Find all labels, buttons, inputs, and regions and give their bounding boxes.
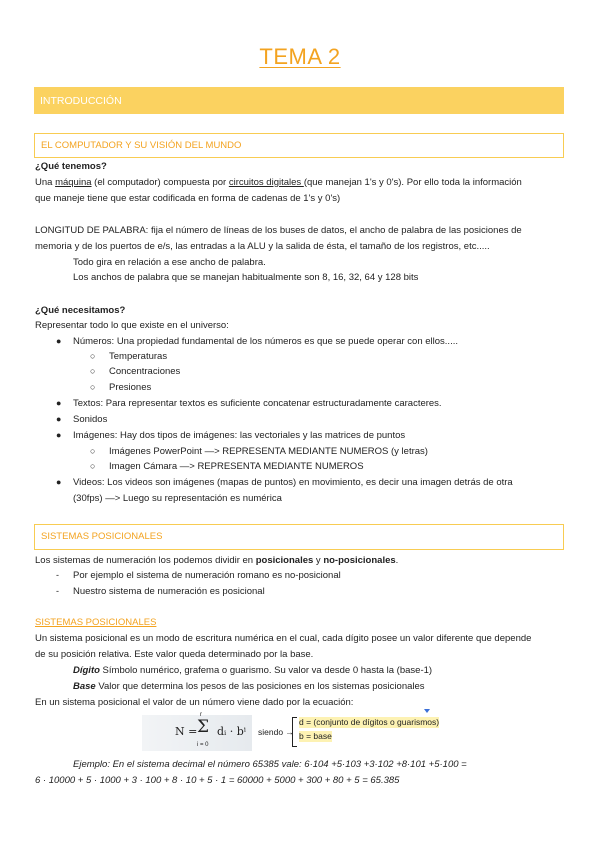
que-tenemos-line1: Una máquina (el computador) compuesta por circuitos digitales (que manejan 1's y 0's). Por ello toda la información	[35, 177, 522, 188]
list-item-romano: Por ejemplo el sistema de numeración romano es no-posicional	[73, 570, 341, 581]
list-item-videos-line1: Videos: Los videos son imágenes (mapas de puntos) en movimiento, es decir una imagen detrás de otra	[73, 477, 513, 488]
que-tenemos-heading: ¿Qué tenemos?	[35, 161, 107, 172]
bullet-icon: ●	[56, 430, 62, 440]
list-item-videos-line2: (30fps) —> Luego su representación es numérica	[73, 493, 282, 504]
page-title: TEMA 2	[259, 44, 341, 69]
ejemplo-line1: Ejemplo: En el sistema decimal el número 65385 vale: 6·104 +5·103 +3·102 +8·101 +5·100 =	[73, 759, 467, 770]
list-item-textos: Textos: Para representar textos es suficiente concatenar estructuradamente caracteres.	[73, 398, 442, 409]
sistemas-pos-line1: Un sistema posicional es un modo de escritura numérica en el cual, cada dígito posee un valor diferente que depende	[35, 633, 532, 644]
que-tenemos-line2: que maneje tiene que estar codificada en forma de cadenas de 1's y 0's)	[35, 193, 341, 204]
circle-bullet-icon: ○	[90, 366, 96, 376]
formula-d-definition: d = (conjunto de dígitos o guarismos)	[299, 717, 440, 727]
circle-bullet-icon: ○	[90, 446, 96, 456]
formula-siendo: siendo →	[258, 727, 294, 737]
dash-bullet-icon: -	[56, 570, 59, 580]
longitud-line3: Todo gira en relación a ese ancho de palabra.	[73, 257, 266, 268]
circle-bullet-icon: ○	[90, 461, 96, 471]
list-item-nuestro: Nuestro sistema de numeración es posicional	[73, 586, 265, 597]
sistemas-intro-line: Los sistemas de numeración los podemos dividir en posicionales y no-posicionales.	[35, 555, 399, 566]
que-necesitamos-heading: ¿Qué necesitamos?	[35, 305, 126, 316]
list-item-powerpoint: Imágenes PowerPoint —> REPRESENTA MEDIANTE NUMEROS (y letras)	[109, 446, 428, 457]
section-intro-band	[34, 87, 564, 114]
section-sistemas-heading: SISTEMAS POSICIONALES	[41, 531, 163, 542]
bullet-icon: ●	[56, 477, 62, 487]
list-item-presiones: Presiones	[109, 382, 152, 393]
digito-definition: Dígito Símbolo numérico, grafema o guarismo. Su valor va desde 0 hasta la (base-1)	[73, 665, 433, 676]
section-intro-heading: INTRODUCCIÓN	[40, 95, 122, 107]
bullet-icon: ●	[56, 414, 62, 424]
list-item-temperaturas: Temperaturas	[109, 351, 168, 362]
bullet-icon: ●	[56, 398, 62, 408]
circle-bullet-icon: ○	[90, 382, 96, 392]
list-item-numeros: Números: Una propiedad fundamental de los números es que se puede operar con ellos.....	[73, 336, 458, 347]
caret-down-icon	[424, 709, 430, 713]
que-necesitamos-intro: Representar todo lo que existe en el universo:	[35, 320, 229, 331]
sistemas-pos-heading: SISTEMAS POSICIONALES	[35, 617, 157, 628]
section-computador-heading: EL COMPUTADOR Y SU VISIÓN DEL MUNDO	[41, 140, 242, 151]
sistemas-pos-line3: En un sistema posicional el valor de un número viene dado por la ecuación:	[35, 697, 354, 708]
formula-bracket	[292, 717, 297, 747]
sigma-icon: Σ	[197, 717, 210, 737]
formula-sum-lower: i = 0	[197, 742, 209, 748]
longitud-line1: LONGITUD DE PALABRA: fija el número de líneas de los buses de datos, el ancho de palabra de las posiciones de	[35, 225, 522, 236]
dash-bullet-icon: -	[56, 586, 59, 596]
list-item-camara: Imagen Cámara —> REPRESENTA MEDIANTE NUMEROS	[109, 461, 364, 472]
formula-lhs: N =	[175, 725, 198, 738]
longitud-line4: Los anchos de palabra que se manejan habitualmente son 8, 16, 32, 64 y 128 bits	[73, 272, 419, 283]
list-item-imagenes: Imágenes: Hay dos tipos de imágenes: las vectoriales y las matrices de puntos	[73, 430, 406, 441]
section-sistemas-band	[34, 524, 564, 550]
bullet-icon: ●	[56, 336, 62, 346]
ejemplo-line2: 6 · 10000 + 5 · 1000 + 3 · 100 + 8 · 10 + 5 · 1 = 60000 + 5000 + 300 + 80 + 5 = 65.385	[35, 775, 400, 786]
formula-sum-upper: r	[200, 712, 202, 718]
list-item-concentraciones: Concentraciones	[109, 366, 181, 377]
longitud-line2: memoria y de los puertos de e/s, las entradas a la ALU y la salida de ésta, el tamaño de los registros, etc.....	[35, 241, 490, 252]
formula-b-definition: b = base	[299, 731, 332, 741]
sistemas-pos-line2: de su posición relativa. Este valor queda determinado por la base.	[35, 649, 314, 660]
base-definition: Base Valor que determina los pesos de las posiciones en los sistemas posicionales	[73, 681, 425, 692]
formula-term: dᵢ · bⁱ	[217, 725, 246, 738]
section-computador-band	[34, 133, 564, 158]
circle-bullet-icon: ○	[90, 351, 96, 361]
list-item-sonidos: Sonidos	[73, 414, 108, 425]
